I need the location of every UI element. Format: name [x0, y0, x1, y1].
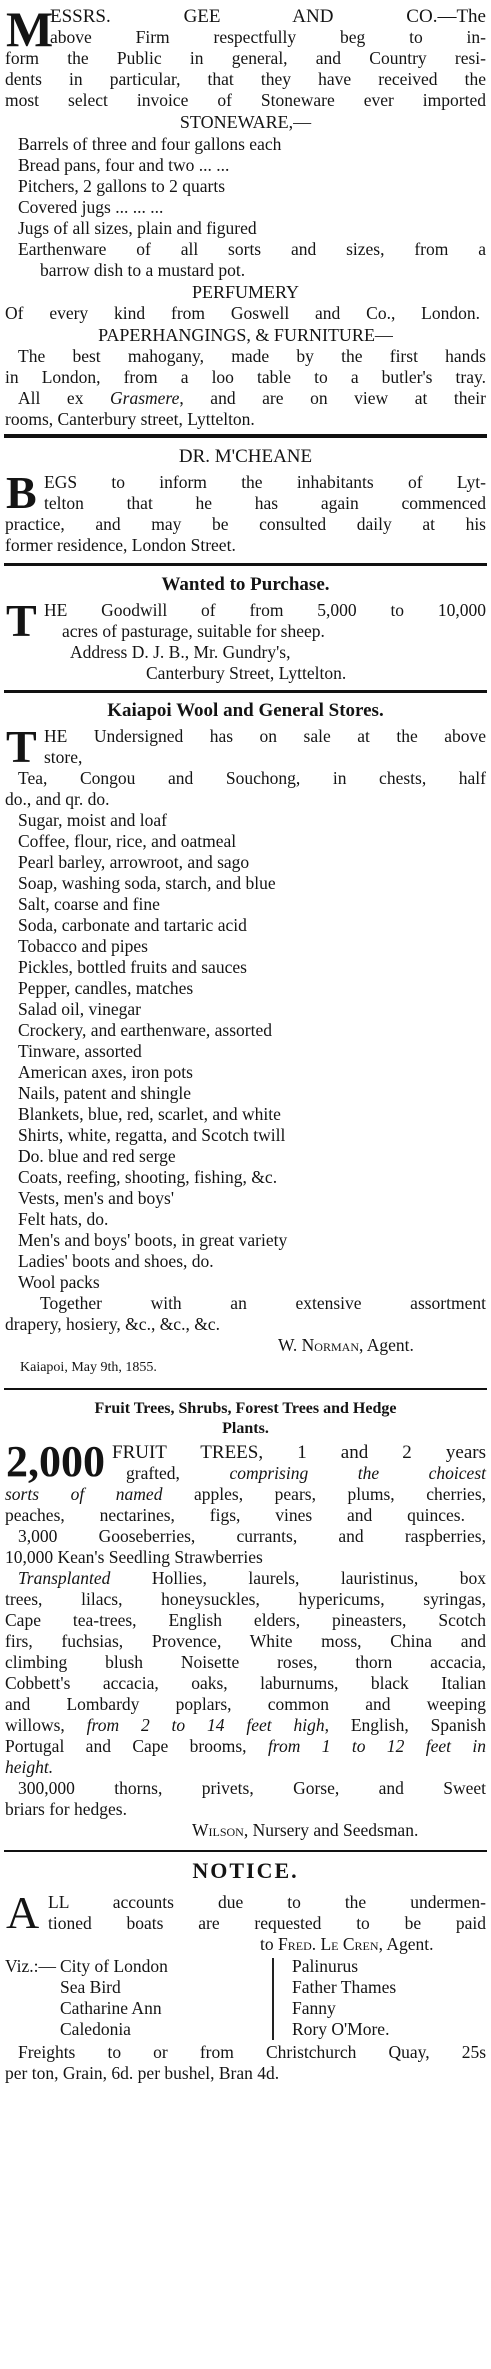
- fruit-line-16: height.: [5, 1757, 54, 1777]
- fruit-line-15: Portugal and Cape brooms, from 1 to 12 feet in: [5, 1736, 486, 1756]
- drop-cap-t: T: [6, 721, 37, 772]
- boat-name-left: Caledonia: [60, 2019, 131, 2039]
- mcheane-line-4: former residence, London Street.: [5, 535, 236, 555]
- kaiapoi-item: American axes, iron pots: [18, 1062, 193, 1082]
- notice-line-3: to Fred. Le Cren, Agent.: [260, 1934, 434, 1954]
- fruit-line-13: and Lombardy poplars, common and weeping: [5, 1694, 486, 1714]
- mcheane-line-1: EGS to inform the inhabitants of Lyt-: [44, 472, 486, 492]
- stoneware-item: Pitchers, 2 gallons to 2 quarts: [18, 176, 226, 196]
- mcheane-line-3: practice, and may be consulted daily at his: [5, 514, 486, 534]
- kaiapoi-line-1: HE Undersigned has on sale at the above: [44, 726, 486, 746]
- kaiapoi-item: Soap, washing soda, starch, and blue: [18, 873, 276, 893]
- kaiapoi-together: Together with an extensive assortment: [40, 1293, 486, 1313]
- wanted-heading: Wanted to Purchase.: [161, 574, 330, 595]
- fruit-line-10: firs, fuchsias, Provence, White moss, China and: [5, 1631, 486, 1651]
- fruit-line-6: 10,000 Kean's Seedling Strawberries: [5, 1547, 263, 1567]
- viz-label: Viz.:—: [5, 1956, 56, 1976]
- kaiapoi-item: Soda, carbonate and tartaric acid: [18, 915, 247, 935]
- wanted-line-2: acres of pasturage, suitable for sheep.: [62, 621, 325, 641]
- notice-freight-2: per ton, Grain, 6d. per bushel, Bran 4d.: [5, 2063, 280, 2083]
- gee-heading: ESSRS. GEE AND CO.—The: [50, 6, 486, 27]
- kaiapoi-dateline: Kaiapoi, May 9th, 1855.: [20, 1360, 157, 1375]
- fruit-heading-1: Fruit Trees, Shrubs, Forest Trees and Hedge: [94, 1400, 397, 1417]
- gee-line-4: most select invoice of Stoneware ever imported: [5, 90, 486, 110]
- gee-line-1: above Firm respectfully beg to in-: [50, 27, 486, 47]
- fruit-line-18: briars for hedges.: [5, 1799, 127, 1819]
- fruit-line-5: 3,000 Gooseberries, currants, and raspberries,: [18, 1526, 486, 1546]
- stoneware-item: Bread pans, four and two ... ...: [18, 155, 230, 175]
- kaiapoi-item: Nails, patent and shingle: [18, 1083, 192, 1103]
- stoneware-item: barrow dish to a mustard pot.: [40, 260, 246, 280]
- stoneware-item: Earthenware of all sorts and sizes, from a: [18, 239, 486, 259]
- perfumery-text: Of every kind from Goswell and Co., London.: [5, 303, 480, 323]
- notice-freight-1: Freights to or from Christchurch Quay, 25s: [18, 2042, 486, 2062]
- fruit-line-14: willows, from 2 to 14 feet high, English, Spanish: [5, 1715, 486, 1735]
- fruit-line-7: Transplanted Hollies, laurels, lauristinus, box: [18, 1568, 486, 1588]
- notice-line-2: tioned boats are requested to be paid: [48, 1913, 486, 1933]
- paperhangings-line-3: All ex Grasmere, and are on view at their: [18, 388, 486, 408]
- kaiapoi-item: Salt, coarse and fine: [18, 894, 160, 914]
- wanted-line-3: Address D. J. B., Mr. Gundry's,: [70, 642, 291, 662]
- rule-thick: [4, 690, 487, 693]
- kaiapoi-item: Coffee, flour, rice, and oatmeal: [18, 831, 237, 851]
- fruit-line-11: climbing blush Noisette roses, thorn accacia,: [5, 1652, 486, 1672]
- fruit-line-3: sorts of named apples, pears, plums, cherries,: [5, 1484, 487, 1504]
- kaiapoi-drapery: drapery, hosiery, &c., &c., &c.: [5, 1314, 220, 1334]
- fruit-line-1: FRUIT TREES, 1 and 2 years: [112, 1442, 486, 1463]
- mcheane-line-2: telton that he has again commenced: [44, 493, 486, 513]
- kaiapoi-line-4: do., and qr. do.: [5, 789, 110, 809]
- paperhangings-line-2: in London, from a loo table to a butler's tray.: [5, 367, 486, 387]
- big-number: 2,000: [6, 1437, 105, 1486]
- rule-thick: [4, 563, 487, 566]
- stoneware-item: Barrels of three and four gallons each: [18, 134, 282, 154]
- fruit-line-12: Cobbett's accacia, oaks, laburnums, black Italian: [5, 1673, 486, 1693]
- boat-name-left: Catharine Ann: [60, 1998, 162, 2018]
- kaiapoi-item: Felt hats, do.: [18, 1209, 109, 1229]
- boat-name-right: Fanny: [292, 1998, 336, 2018]
- kaiapoi-item: Blankets, blue, red, scarlet, and white: [18, 1104, 281, 1124]
- gee-line-2: form the Public in general, and Country resi-: [5, 48, 486, 68]
- column-divider: [272, 1958, 274, 2040]
- notice-heading: NOTICE.: [192, 1858, 299, 1883]
- kaiapoi-item: Ladies' boots and shoes, do.: [18, 1251, 214, 1271]
- drop-cap-m: M: [6, 1, 54, 57]
- drop-cap-b: B: [6, 467, 37, 518]
- paperhangings-line-1: The best mahogany, made by the first hands: [18, 346, 486, 366]
- stoneware-item: Jugs of all sizes, plain and figured: [18, 218, 257, 238]
- kaiapoi-item: Men's and boys' boots, in great variety: [18, 1230, 288, 1250]
- mcheane-heading: DR. M'CHEANE: [178, 446, 313, 467]
- stoneware-heading: STONEWARE,—: [179, 112, 312, 132]
- kaiapoi-item: Tinware, assorted: [18, 1041, 142, 1061]
- kaiapoi-item: Shirts, white, regatta, and Scotch twill: [18, 1125, 286, 1145]
- fruit-line-2: grafted, comprising the choicest: [126, 1463, 486, 1483]
- perfumery-heading: PERFUMERY: [191, 282, 300, 302]
- drop-cap-t: T: [6, 595, 37, 646]
- kaiapoi-line-3: Tea, Congou and Souchong, in chests, half: [18, 768, 486, 788]
- fruit-line-9: Cape tea-trees, English elders, pineasters, Scotch: [5, 1610, 486, 1630]
- fruit-heading-2: Plants.: [222, 1420, 269, 1437]
- ship-name: Grasmere: [110, 388, 180, 408]
- wanted-line-4: Canterbury Street, Lyttelton.: [146, 663, 347, 683]
- rule-thin: [4, 1388, 487, 1390]
- kaiapoi-item: Pepper, candles, matches: [18, 978, 194, 998]
- fruit-signature: Wilson, Nursery and Seedsman.: [192, 1820, 419, 1840]
- kaiapoi-signature: W. Norman, Agent.: [278, 1335, 414, 1355]
- kaiapoi-item: Vests, men's and boys': [18, 1188, 175, 1208]
- stoneware-item: Covered jugs ... ... ...: [18, 197, 164, 217]
- boat-name-right: Father Thames: [292, 1977, 397, 1997]
- kaiapoi-item: Sugar, moist and loaf: [18, 810, 167, 830]
- kaiapoi-item: Salad oil, vinegar: [18, 999, 141, 1019]
- kaiapoi-item: Wool packs: [18, 1272, 100, 1292]
- notice-line-1: LL accounts due to the undermen-: [48, 1892, 486, 1912]
- kaiapoi-item: Crockery, and earthenware, assorted: [18, 1020, 272, 1040]
- kaiapoi-heading: Kaiapoi Wool and General Stores.: [107, 700, 384, 721]
- paperhangings-heading: PAPERHANGINGS, & FURNITURE—: [98, 325, 393, 345]
- kaiapoi-item: Pickles, bottled fruits and sauces: [18, 957, 247, 977]
- boat-name-left: Sea Bird: [60, 1977, 121, 1997]
- kaiapoi-item: Coats, reefing, shooting, fishing, &c.: [18, 1167, 278, 1187]
- wanted-line-1: HE Goodwill of from 5,000 to 10,000: [44, 600, 486, 620]
- gee-line-3: dents in particular, that they have received the: [5, 69, 486, 89]
- kaiapoi-item: Do. blue and red serge: [18, 1146, 176, 1166]
- boat-name-right: Rory O'More.: [292, 2019, 390, 2039]
- drop-cap-a: A: [6, 1887, 40, 1938]
- fruit-line-8: trees, lilacs, honeysuckles, hypericums, syringas,: [5, 1589, 486, 1609]
- fruit-line-4: peaches, nectarines, figs, vines and quinces.: [5, 1505, 465, 1525]
- kaiapoi-item: Pearl barley, arrowroot, and sago: [18, 852, 250, 872]
- boat-name-left: City of London: [60, 1956, 168, 1976]
- rule-thin: [4, 1850, 487, 1852]
- kaiapoi-line-2: store,: [44, 747, 83, 767]
- kaiapoi-item: Tobacco and pipes: [18, 936, 148, 956]
- boat-name-right: Palinurus: [292, 1956, 359, 1976]
- rule-thick: [4, 434, 487, 438]
- paperhangings-line-4: rooms, Canterbury street, Lyttelton.: [5, 409, 255, 429]
- fruit-line-17: 300,000 thorns, privets, Gorse, and Sweet: [18, 1778, 486, 1798]
